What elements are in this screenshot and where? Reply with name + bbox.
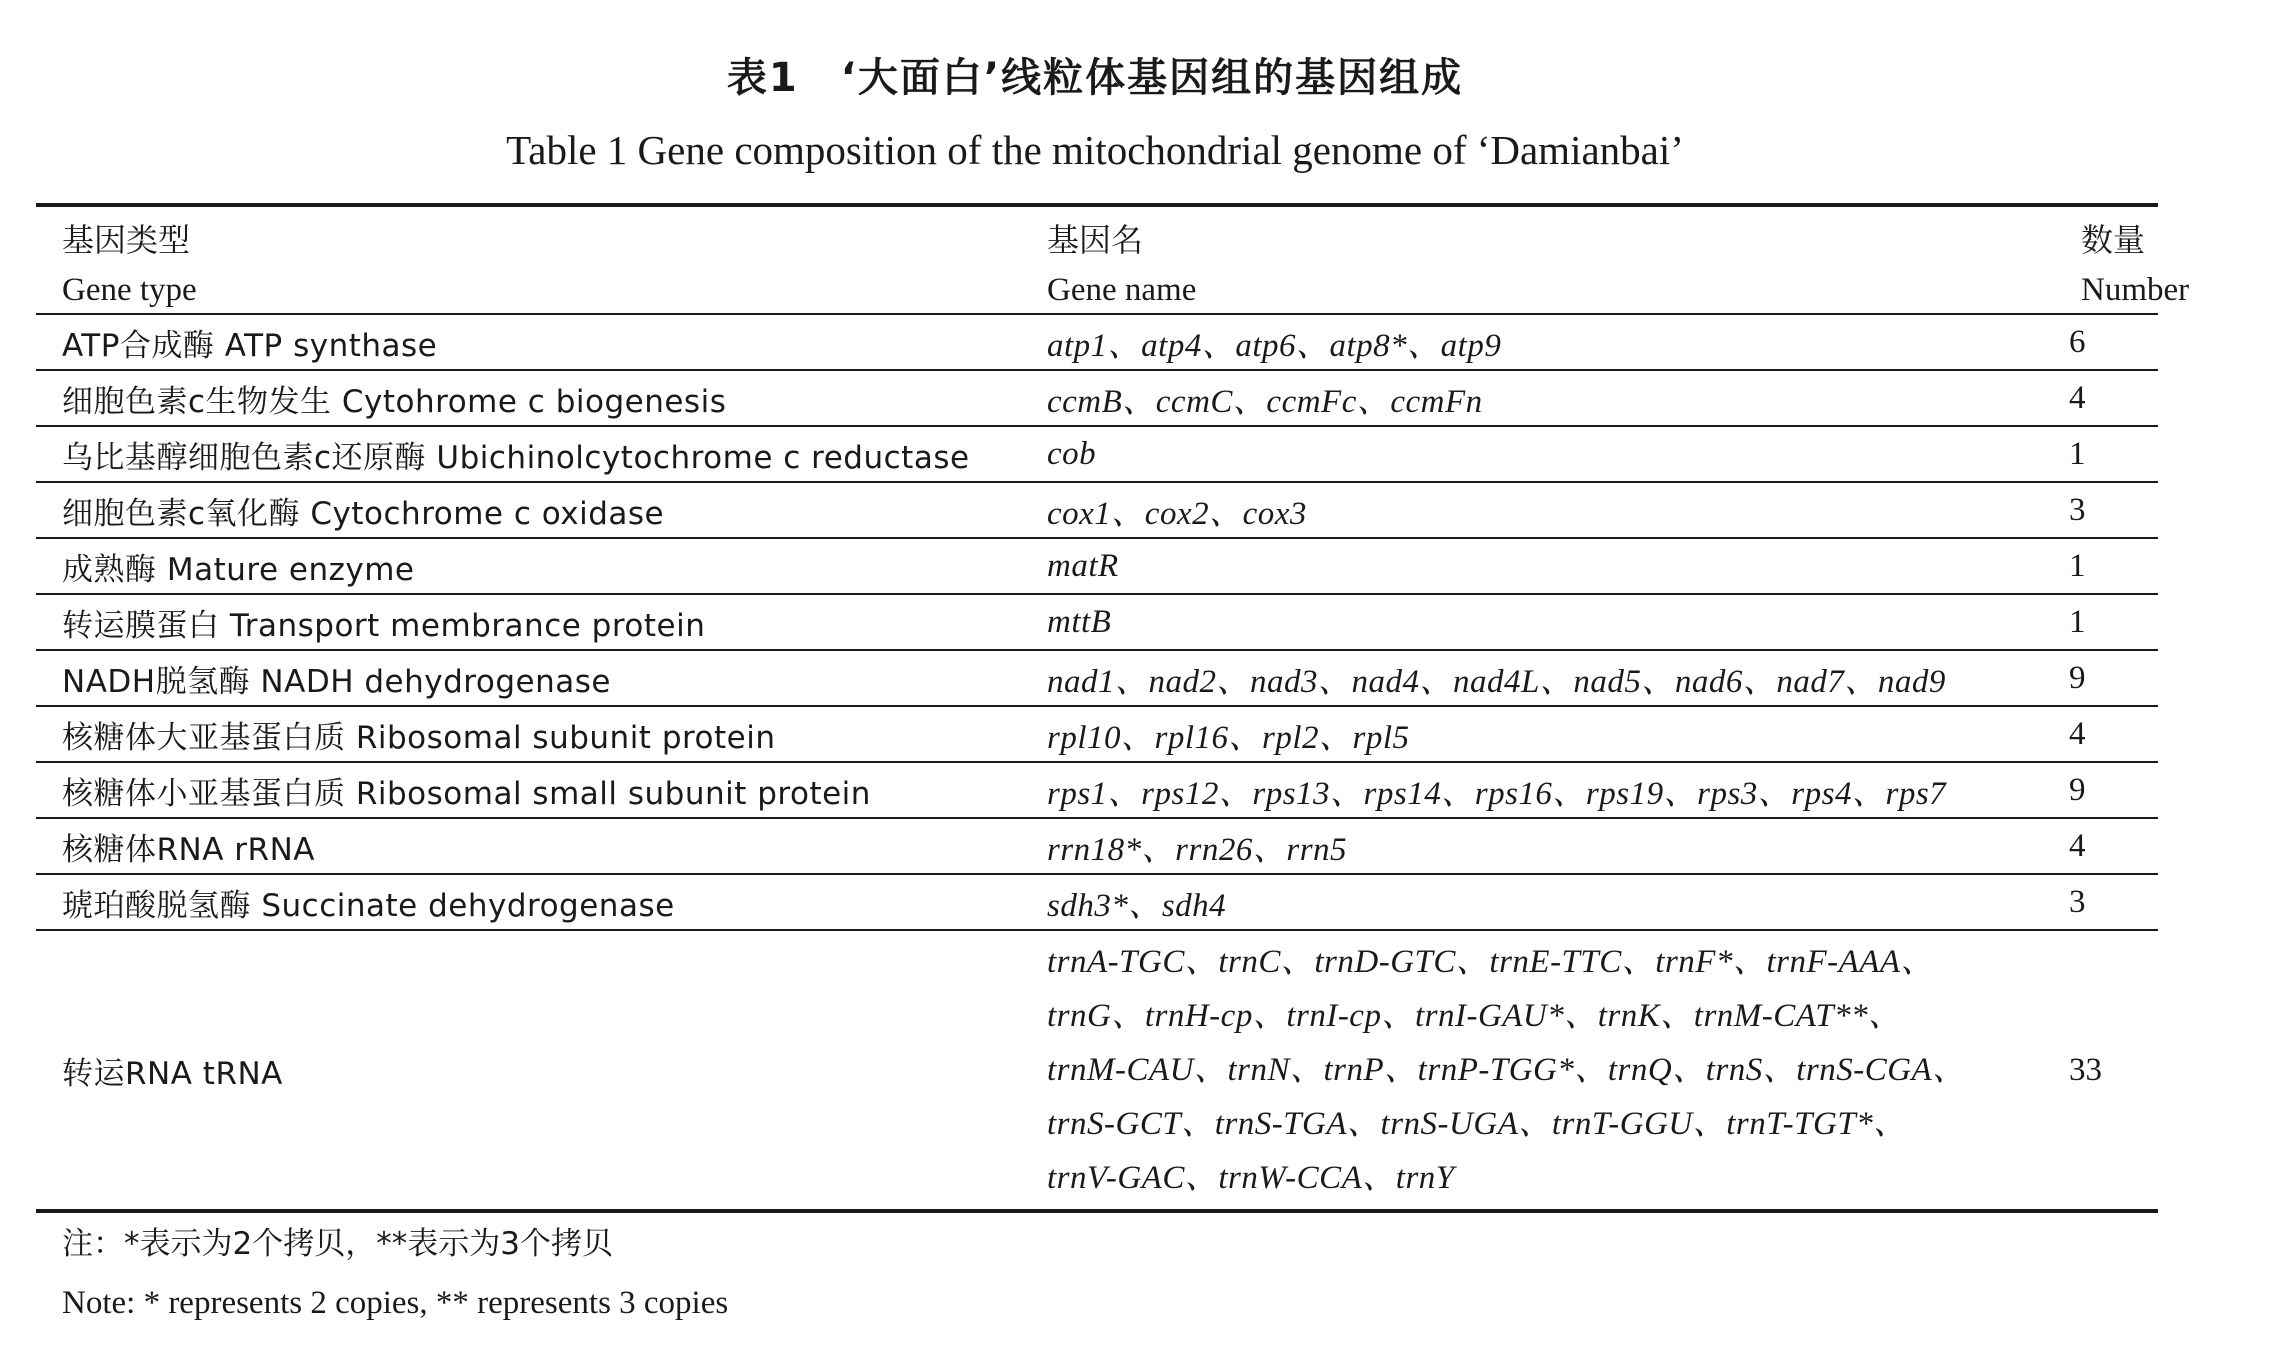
gene-count-cell: 4	[2055, 706, 2158, 762]
table-row	[36, 706, 2158, 762]
table-header-row	[36, 205, 2158, 314]
gene-count-cell: 4	[2055, 818, 2158, 874]
gene-count-cell: 4	[2055, 370, 2158, 426]
table-row	[36, 314, 2158, 370]
table-row	[36, 762, 2158, 818]
table-row	[36, 650, 2158, 706]
header-gene-name-en: Gene name	[1047, 272, 1197, 308]
header-number-en: Number	[2081, 272, 2190, 308]
gene-count-cell: 3	[2055, 482, 2158, 538]
table-row	[36, 594, 2158, 650]
gene-count-cell: 3	[2055, 874, 2158, 930]
trna-gene-line: trnV-GAC、trnW-CCA、trnY	[1047, 1160, 1455, 1196]
table-row	[36, 818, 2158, 874]
gene-type-cell: 核糖体大亚基蛋白质 Ribosomal subunit protein	[36, 706, 1021, 762]
gene-names-cell: cox1、cox2、cox3	[1021, 482, 2055, 538]
gene-type-cell: 核糖体小亚基蛋白质 Ribosomal small subunit protein	[36, 762, 1021, 818]
gene-count-cell: 1	[2055, 538, 2158, 594]
gene-names-cell: nad1、nad2、nad3、nad4、nad4L、nad5、nad6、nad7、nad9	[1021, 650, 2055, 706]
gene-composition-table-container	[36, 203, 2190, 1213]
gene-count-cell: 1	[2055, 426, 2158, 482]
gene-type-cell: 转运RNA tRNA	[36, 930, 1021, 1211]
header-number	[2055, 205, 2190, 314]
gene-count-cell: 33	[2055, 930, 2158, 1211]
table-row	[36, 874, 2158, 930]
gene-type-cell: 细胞色素c生物发生 Cytohrome c biogenesis	[36, 370, 1021, 426]
gene-count-cell: 1	[2055, 594, 2158, 650]
header-gene-name	[1021, 205, 2055, 314]
gene-type-cell: ATP合成酶 ATP synthase	[36, 314, 1021, 370]
gene-type-cell: 转运膜蛋白 Transport membrance protein	[36, 594, 1021, 650]
table-note-chinese: 注：*表示为2个拷贝，**表示为3个拷贝	[62, 1226, 613, 1262]
trna-gene-line: trnA-TGC、trnC、trnD-GTC、trnE-TTC、trnF*、trnF-AAA、	[1047, 944, 1935, 980]
gene-count-cell: 6	[2055, 314, 2158, 370]
gene-names-cell: atp1、atp4、atp6、atp8*、atp9	[1021, 314, 2055, 370]
gene-names-cell: rrn18*、rrn26、rrn5	[1021, 818, 2055, 874]
gene-type-cell: 细胞色素c氧化酶 Cytochrome c oxidase	[36, 482, 1021, 538]
header-gene-type-en: Gene type	[62, 272, 197, 308]
header-number-cn: 数量	[2081, 221, 2146, 259]
gene-type-cell: 核糖体RNA rRNA	[36, 818, 1021, 874]
table-row	[36, 482, 2158, 538]
gene-type-cell: NADH脱氢酶 NADH dehydrogenase	[36, 650, 1021, 706]
header-gene-type-cn: 基因类型	[62, 221, 191, 259]
table-title-chinese: 表1 ‘大面白’线粒体基因组的基因组成	[726, 55, 1464, 101]
gene-count-cell: 9	[2055, 650, 2158, 706]
trna-gene-line: trnG、trnH-cp、trnI-cp、trnI-GAU*、trnK、trnM-CAT**、	[1047, 998, 1902, 1034]
table-row-trna	[36, 930, 2158, 1211]
header-gene-name-cn: 基因名	[1047, 221, 1144, 259]
gene-type-cell: 成熟酶 Mature enzyme	[36, 538, 1021, 594]
gene-composition-table	[36, 203, 2190, 1213]
gene-names-cell: rps1、rps12、rps13、rps14、rps16、rps19、rps3、rps4、rps7	[1021, 762, 2055, 818]
gene-count-cell: 9	[2055, 762, 2158, 818]
gene-names-cell: matR	[1021, 538, 2055, 594]
table-row	[36, 370, 2158, 426]
gene-type-cell: 琥珀酸脱氢酶 Succinate dehydrogenase	[36, 874, 1021, 930]
gene-names-cell: mttB	[1021, 594, 2055, 650]
gene-names-cell: ccmB、ccmC、ccmFc、ccmFn	[1021, 370, 2055, 426]
table-note-english: Note: * represents 2 copies, ** represents 3 copies	[62, 1285, 729, 1321]
gene-names-cell: rpl10、rpl16、rpl2、rpl5	[1021, 706, 2055, 762]
header-gene-type	[36, 205, 1021, 314]
gene-names-cell: sdh3*、sdh4	[1021, 874, 2055, 930]
trna-gene-names-cell	[1021, 930, 2055, 1211]
gene-names-cell: cob	[1021, 426, 2055, 482]
gene-type-cell: 乌比基醇细胞色素c还原酶 Ubichinolcytochrome c reductase	[36, 426, 1021, 482]
trna-gene-line: trnM-CAU、trnN、trnP、trnP-TGG*、trnQ、trnS、trnS-CGA、	[1047, 1052, 1966, 1088]
table-row	[36, 538, 2158, 594]
trna-gene-line: trnS-GCT、trnS-TGA、trnS-UGA、trnT-GGU、trnT-TGT*、	[1047, 1106, 1907, 1142]
table-title-english: Table 1 Gene composition of the mitochondrial genome of ‘Damianbai’	[506, 127, 1684, 173]
table-row	[36, 426, 2158, 482]
